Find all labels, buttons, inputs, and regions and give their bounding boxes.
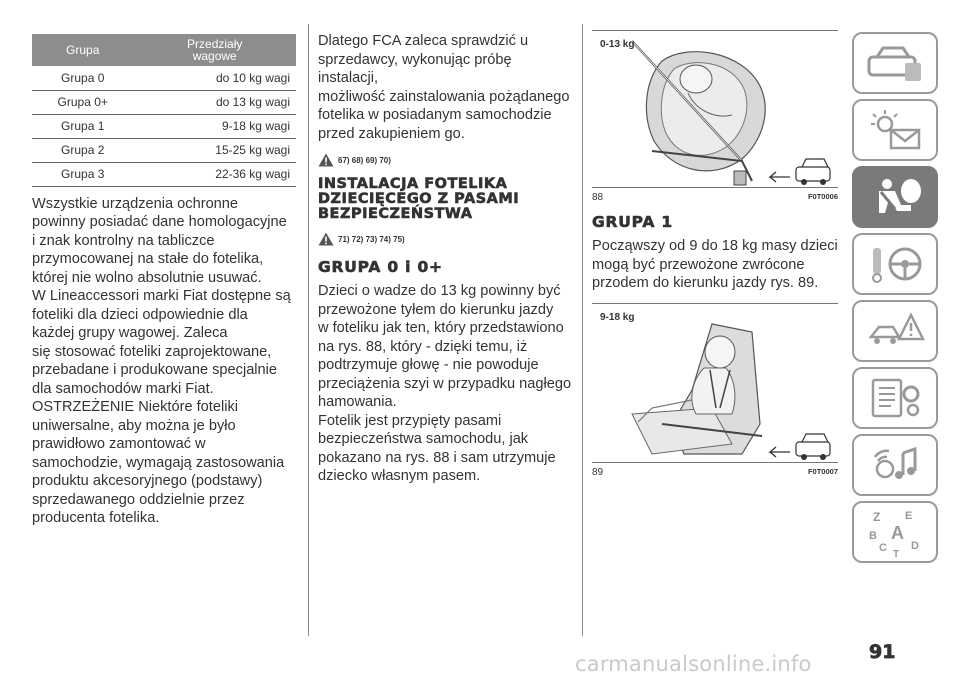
table-row: [32, 114, 296, 138]
warning-triangle-icon: [318, 232, 334, 246]
svg-text:E: E: [905, 510, 913, 522]
group-1-paragraph: Począwszy od 9 do 18 kg masy dzieci mogą być przewożone zwrócone przodem do kierunku jazdy rys. 89.: [592, 238, 838, 291]
svg-text:D: D: [911, 540, 919, 552]
figure-tag: 9-18 kg: [600, 311, 635, 323]
table-cell-group: Grupa 0: [32, 66, 133, 90]
table-row: [32, 66, 296, 90]
warning-numbers: 67) 68) 69) 70): [338, 155, 391, 165]
column-2: [318, 32, 574, 486]
table-cell-group: Grupa 0+: [32, 90, 133, 114]
table-cell-group: Grupa 1: [32, 114, 133, 138]
homologation-paragraph: Wszystkie urządzenia ochronne powinny posiadać dane homologacyjne i znak kontrolny na tabliczce przymocowanej na stałe do fotelika, której nie wolno absolutnie usuwać. W Lineaccessori marki Fiat dostępne są foteliki dla dzieci odpowiednie dla każdej grupy wagowej. Zaleca się stosować foteliki zaprojektowane, przebadane i produkowane specjalnie dla samochodów marki Fiat. OSTRZEŻENIE Niektóre foteliki uniwersalne, aby można je było prawidłowo zamontować w samochodzie, wymagają zastosowania produktu akcesoryjnego (podstawy) sprzedawanego oddzielnie przez producenta fotelika.: [32, 195, 291, 526]
svg-text:Z: Z: [873, 510, 881, 524]
warning-reference: [318, 232, 574, 246]
table-header-row: [32, 34, 296, 66]
figure-code: F0T0006: [807, 192, 838, 201]
tab-multimedia[interactable]: [852, 434, 938, 496]
tab-emergency[interactable]: [852, 300, 938, 362]
weight-group-table: [32, 34, 296, 187]
table-cell-group: Grupa 3: [32, 162, 133, 186]
table-cell-weight: do 10 kg wagi: [133, 66, 296, 90]
figure-88-caption: [592, 192, 838, 203]
tab-warning-lights[interactable]: [852, 99, 938, 161]
tab-safety[interactable]: [852, 166, 938, 228]
figure-number: 88: [592, 192, 604, 203]
tab-index[interactable]: [852, 501, 938, 563]
figure-code: F0T0007: [807, 466, 838, 476]
table-cell-weight: 15-25 kg wagi: [133, 138, 296, 162]
column-divider: [582, 24, 583, 636]
rear-facing-child-seat-illustration: [592, 31, 838, 188]
figure-tag: 0-13 kg: [600, 39, 635, 50]
table-row: [32, 138, 296, 162]
key-steering-wheel-icon: [865, 242, 925, 286]
warning-lights-icon: [865, 108, 925, 152]
index-icon: [865, 507, 925, 557]
roadside-emergency-icon: [865, 309, 925, 353]
watermark: carmanualsonline.info: [575, 652, 812, 676]
intro-paragraph: Dlatego FCA zaleca sprawdzić u sprzedawcy, wykonując próbę instalacji, możliwość zainstalowania pożądanego fotelika w posiadanym samochodzie przed zakupieniem go.: [318, 33, 570, 142]
page-number: 91: [869, 641, 896, 663]
table-cell-weight: do 13 kg wagi: [133, 90, 296, 114]
svg-text:B: B: [869, 530, 877, 542]
column-3: [592, 30, 838, 478]
figure-89: [592, 303, 838, 463]
table-cell-weight: 9-18 kg wagi: [133, 114, 296, 138]
warning-reference: [318, 153, 574, 167]
section-heading: INSTALACJA FOTELIKA DZIECIĘCEGO Z PASAMI BEZPIECZEŃSTWA: [318, 176, 520, 222]
warning-numbers: 71) 72) 73) 74) 75): [338, 234, 405, 244]
table-cell-weight: 22-36 kg wagi: [133, 162, 296, 186]
airbag-seatbelt-icon: [865, 175, 925, 219]
forward-facing-child-seat-illustration: [592, 304, 838, 463]
table-header-weight: Przedziały wagowe: [133, 34, 296, 66]
table-row: [32, 90, 296, 114]
svg-text:C: C: [879, 542, 887, 554]
group-0-paragraph: Dzieci o wadze do 13 kg powinny być przewożone tyłem do kierunku jazdy w foteliku jak ten, który przedstawiono na rys. 88, który - dzięki temu, iż podtrzymuje głowę - nie powoduje przeciążenia szyi w przypadku nagłego hamowania. Fotelik jest przypięty pasami bezpieczeństwa samochodu, jak pokazano na rys. 88 i sam utrzymuje dziecko własnym pasem.: [318, 283, 572, 484]
svg-text:T: T: [893, 549, 900, 557]
figure-88: [592, 30, 838, 188]
table-cell-group: Grupa 2: [32, 138, 133, 162]
figure-number: 89: [592, 466, 604, 478]
table-header-group: Grupa: [32, 34, 133, 66]
tab-starting-driving[interactable]: [852, 233, 938, 295]
column-1: [32, 34, 296, 528]
column-divider: [308, 24, 309, 636]
chapter-tabs: [852, 32, 938, 568]
car-dashboard-icon: [865, 43, 925, 83]
maintenance-icon: [865, 376, 925, 420]
table-row: [32, 162, 296, 186]
warning-triangle-icon: [318, 153, 334, 167]
figure-89-caption: [592, 467, 838, 478]
tab-maintenance[interactable]: [852, 367, 938, 429]
tab-dashboard[interactable]: [852, 32, 938, 94]
svg-text:A: A: [891, 523, 904, 543]
group-1-heading: GRUPA 1: [592, 213, 673, 231]
multimedia-icon: [865, 443, 925, 487]
group-0-heading: GRUPA 0 i 0+: [318, 258, 443, 276]
